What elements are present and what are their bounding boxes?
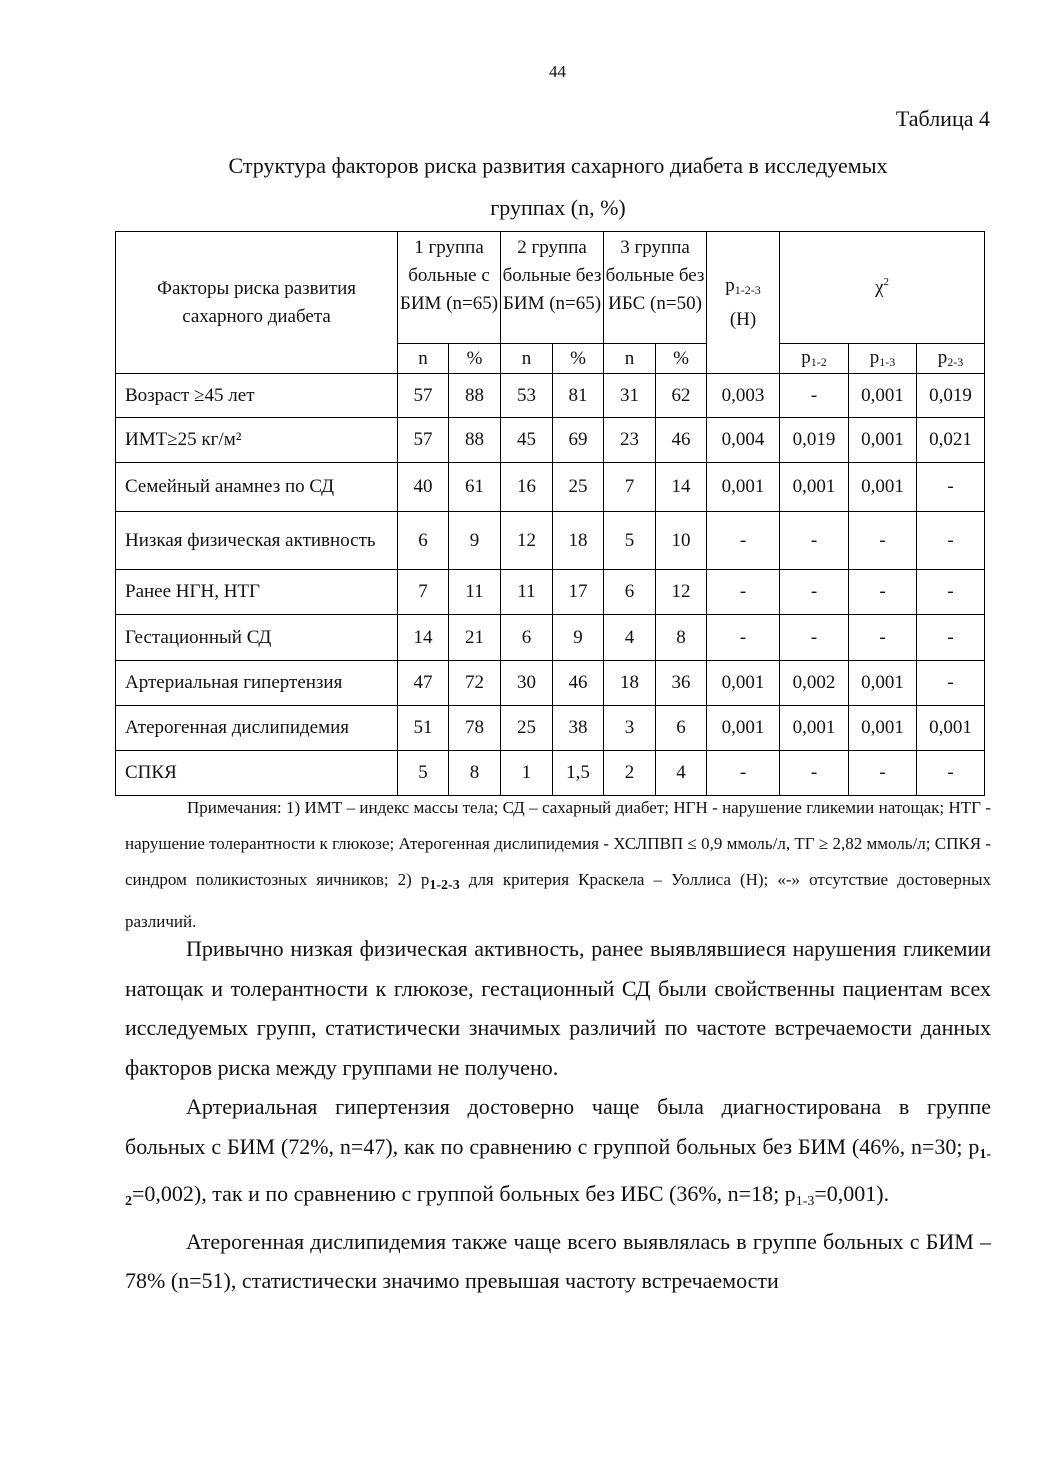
- header-chi-square: $\chi^2$: [780, 232, 985, 344]
- header-group2: 2 группа больные без БИМ (n=65): [501, 232, 604, 344]
- table-row: Низкая физическая активность 6 9 12 18 5 10 - - - -: [116, 512, 985, 570]
- header-pct2: %: [553, 344, 604, 374]
- page-number: 44: [549, 62, 566, 81]
- table-row: Атерогенная дислипидемия 51 78 25 38 3 6 0,001 0,001 0,001 0,001: [116, 706, 985, 751]
- table-title-line2: группах (n, %): [490, 195, 626, 220]
- header-factor: Факторы риска развития сахарного диабета: [116, 232, 398, 374]
- header-n2: n: [501, 344, 553, 374]
- header-group1: 1 группа больные с БИМ (n=65): [398, 232, 501, 344]
- header-n3: n: [604, 344, 656, 374]
- table-label: Таблица 4: [895, 106, 990, 131]
- header-p23: $р_{2-3}$: [917, 344, 985, 374]
- paragraph-1: Привычно низкая физическая активность, ранее выявлявшиеся нарушения гликемии натощак и толерантности к глюкозе, гестационный СД были свойственны пациентам всех исследуемых групп, статистически значимых различий по частоте встречаемости данных факторов риска между группами не получено.: [125, 936, 991, 1080]
- risk-factors-table: [115, 231, 985, 796]
- table-notes: [125, 790, 991, 940]
- header-group3: 3 группа больные без ИБС (n=50): [604, 232, 707, 344]
- paragraph-2: Артериальная гипертензия достоверно чаще была диагностирована в группе больных с БИМ (72%, n=47), как по сравнению с группой больных без БИМ (46%, n=30; р1-2=0,002), так и по сравнению с группой больных без ИБС (36%, n=18; р1-3=0,001).: [125, 1094, 991, 1209]
- table-row: Семейный анамнез по СД 40 61 16 25 7 14 0,001 0,001 0,001 -: [116, 463, 985, 512]
- header-p13: $р_{1-3}$: [849, 344, 917, 374]
- table-row: Артериальная гипертензия 47 72 30 46 18 36 0,001 0,002 0,001 -: [116, 661, 985, 706]
- table-row: Возраст ≥45 лет 57 88 53 81 31 62 0,003 - 0,001 0,019: [116, 374, 985, 418]
- paragraph-3: Атерогенная дислипидемия также чаще всего выявлялась в группе больных с БИМ – 78% (n=51), статистически значимо превышая частоту встречаемости: [125, 1228, 991, 1293]
- header-n1: n: [398, 344, 449, 374]
- header-pct3: %: [656, 344, 707, 374]
- notes-sub: 1-2-3: [429, 878, 460, 893]
- body-text: [125, 929, 991, 1301]
- notes-part1: Примечания: 1) ИМТ – индекс массы тела; СД – сахарный диабет; НГН - нарушение гликемии натощак; НТГ - нарушение толерантности к глюкозе; Атерогенная дислипидемия - ХСЛПВП ≤ 0,9 ммоль/л, ТГ ≥ 2,82 ммоль/л; СПКЯ - синдром поликистозных яичников; 2) р: [125, 798, 991, 889]
- table-row: Ранее НГН, НТГ 7 11 11 17 6 12 - - - -: [116, 570, 985, 615]
- notes-part2: для критерия Краскела – Уоллиса (Н); «-» отсутствие достоверных различий.: [125, 870, 991, 931]
- header-pct1: %: [449, 344, 501, 374]
- table-title-line1: Структура факторов риска развития сахарного диабета в исследуемых: [228, 153, 888, 178]
- table-row: Гестационный СД 14 21 6 9 4 8 - - - -: [116, 615, 985, 661]
- table-title: [120, 145, 996, 229]
- header-p12: $р_{1-2}$: [780, 344, 849, 374]
- table-row: СПКЯ 5 8 1 1,5 2 4 - - - -: [116, 751, 985, 796]
- table-row: ИМТ≥25 кг/м² 57 88 45 69 23 46 0,004 0,019 0,001 0,021: [116, 418, 985, 463]
- header-p123: $р_{1-2-3}$ (Н): [707, 232, 780, 374]
